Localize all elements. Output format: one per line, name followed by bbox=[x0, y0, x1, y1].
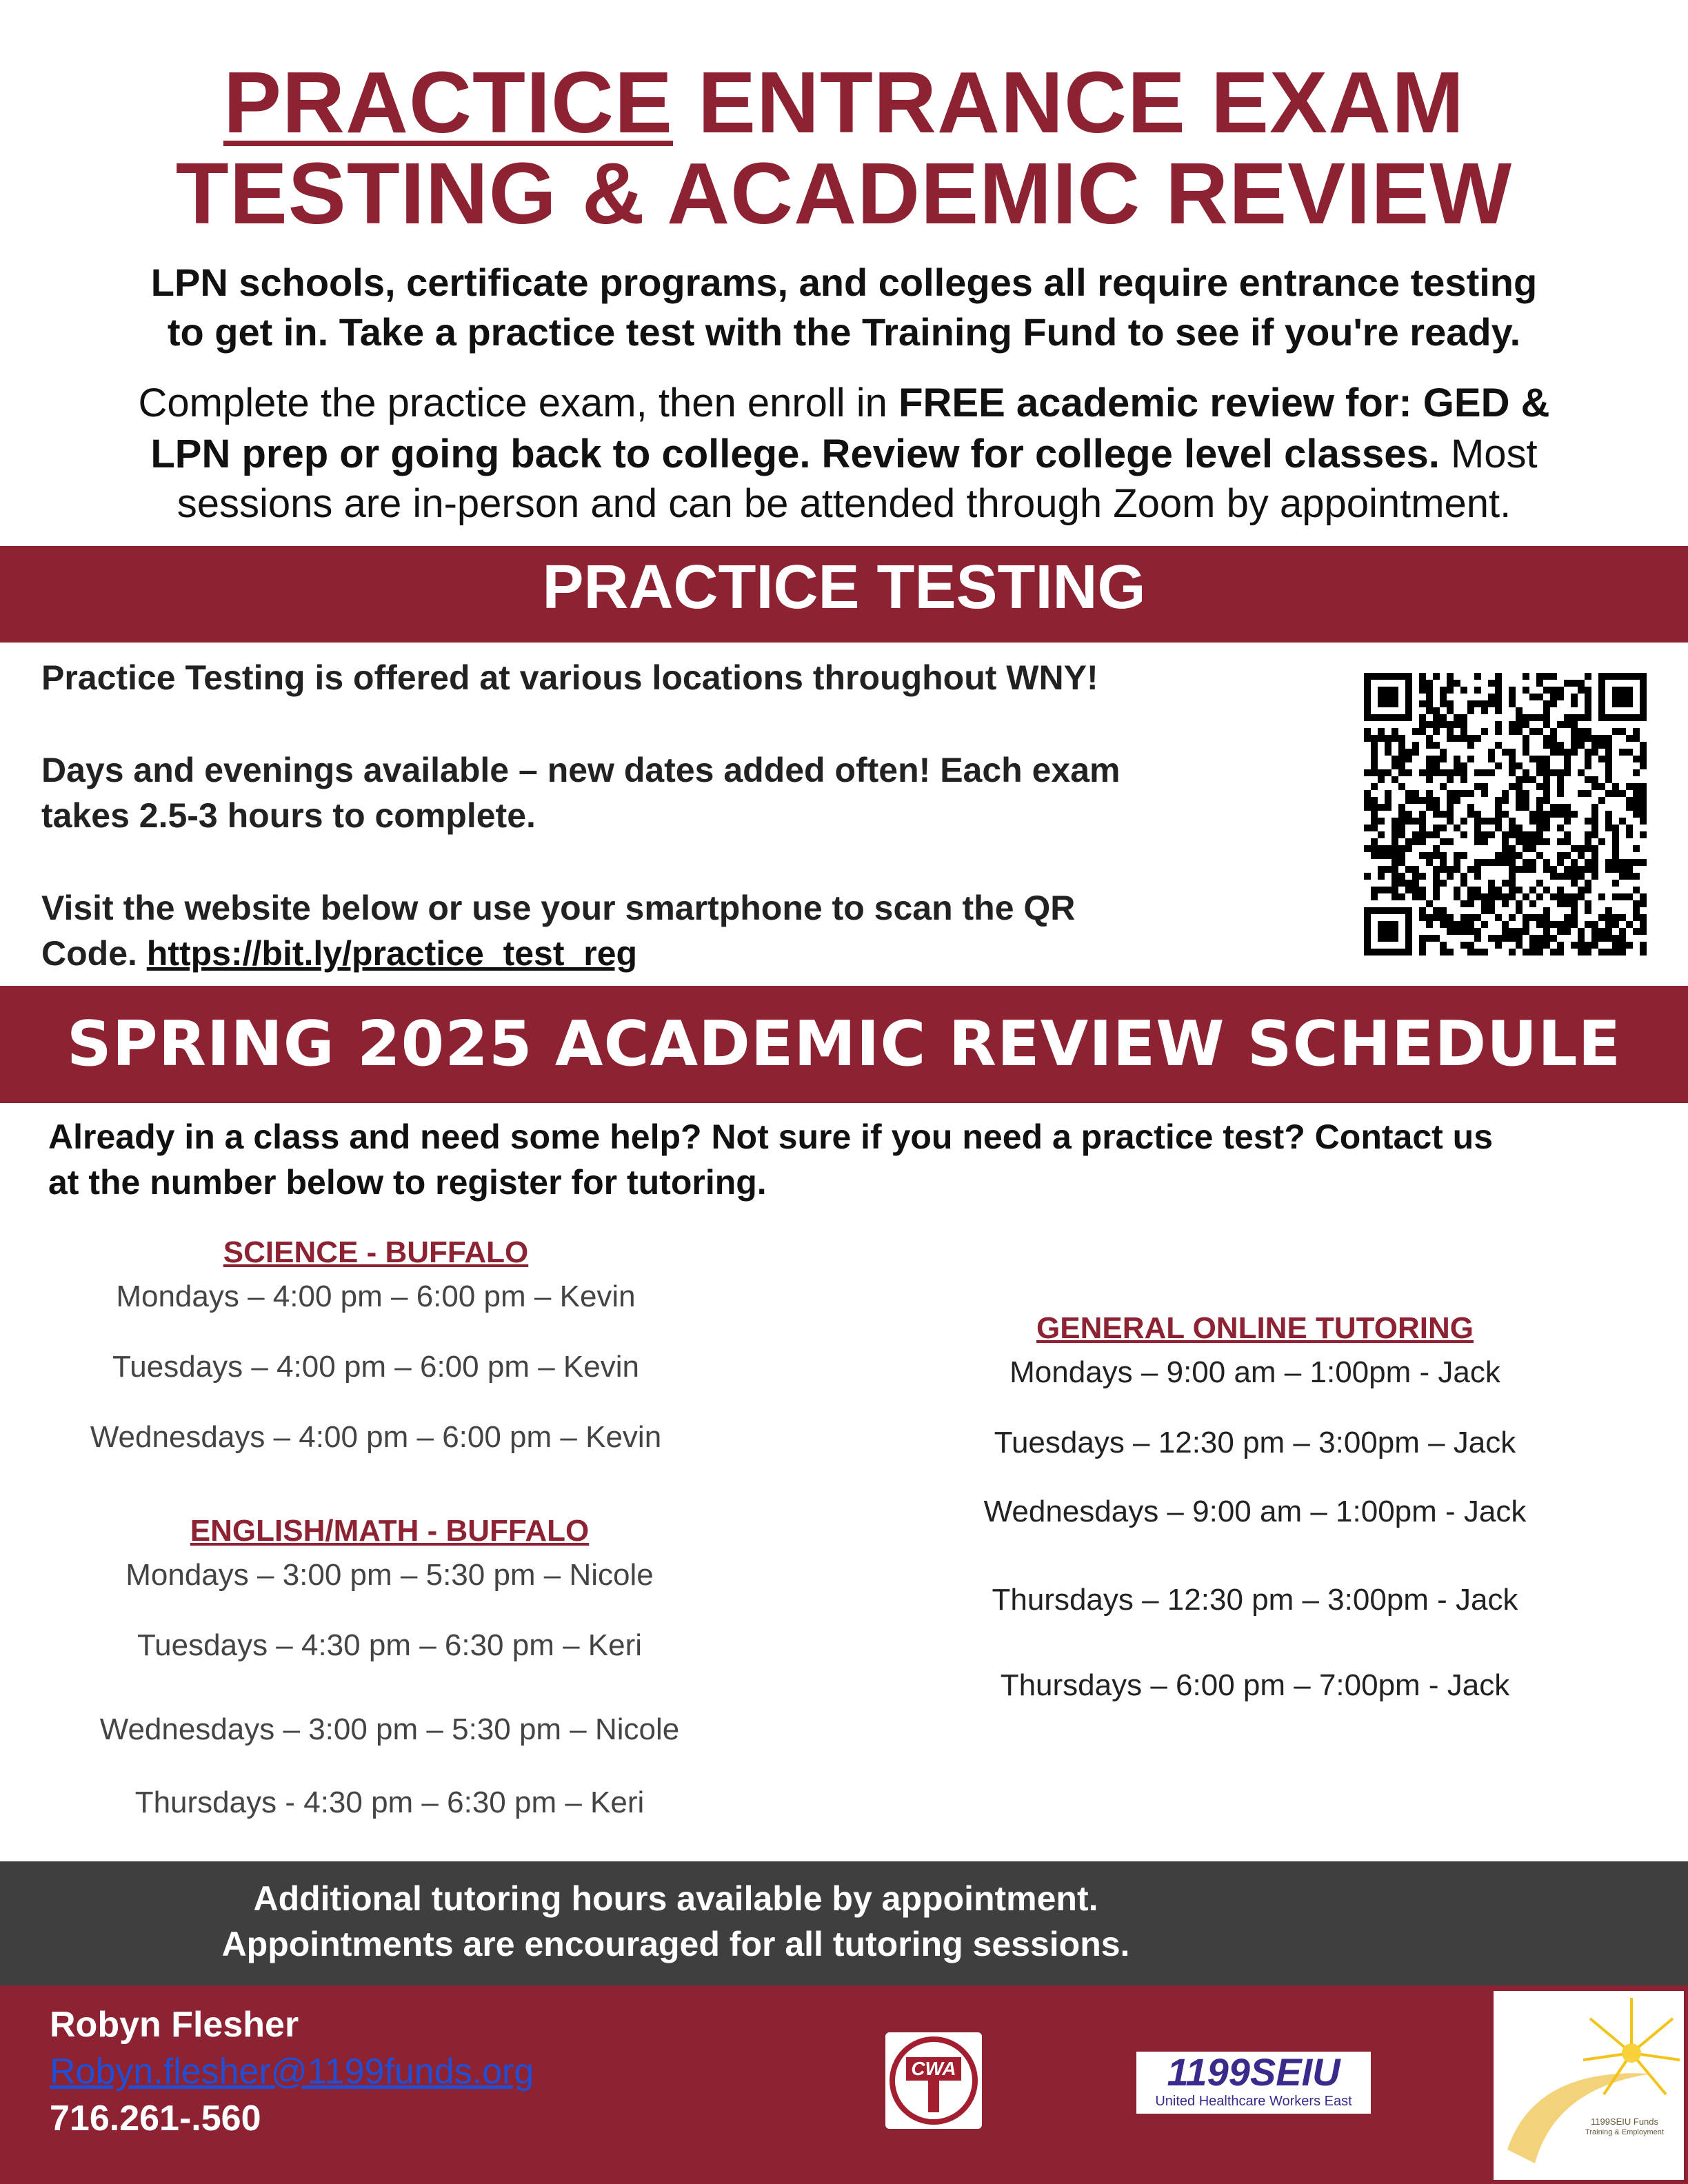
practice-testing-p3-line2 bbox=[41, 931, 1269, 976]
english-math-row-3: Wednesdays – 3:00 pm – 5:30 pm – Nicole bbox=[99, 1712, 680, 1746]
seiu-logo bbox=[1136, 2052, 1371, 2114]
starburst-icon bbox=[1494, 1991, 1684, 2180]
intro-line5: sessions are in-person and can be attended through Zoom by appointment. bbox=[177, 481, 1511, 526]
cwa-seal-icon bbox=[885, 2032, 982, 2129]
funds-logo-line1: 1199SEIU Funds bbox=[1590, 2116, 1659, 2127]
intro-bold-line1: LPN schools, certificate programs, and colleges all require entrance testing bbox=[150, 261, 1538, 304]
english-math-row-1: Mondays – 3:00 pm – 5:30 pm – Nicole bbox=[125, 1558, 654, 1592]
page-title-line2: TESTING & ACADEMIC REVIEW bbox=[175, 145, 1513, 242]
intro-bold-line2: to get in. Take a practice test with the Training Fund to see if you're ready. bbox=[167, 310, 1521, 354]
contact-phone: 716.261-.560 bbox=[50, 2099, 261, 2138]
schedule-intro-line1: Already in a class and need some help? Not sure if you need a practice test? Contact us bbox=[48, 1118, 1494, 1156]
intro-line3 bbox=[41, 378, 1647, 429]
online-row-2: Tuesdays – 12:30 pm – 3:00pm – Jack bbox=[994, 1426, 1516, 1459]
qr-code-icon[interactable] bbox=[1364, 673, 1647, 956]
schedule-intro-line2: at the number below to register for tutoring. bbox=[48, 1163, 767, 1202]
title-underlined-word: PRACTICE bbox=[223, 54, 673, 151]
online-section-title: GENERAL ONLINE TUTORING bbox=[1036, 1311, 1474, 1345]
contact-footer bbox=[0, 1985, 1688, 2184]
science-row-1: Mondays – 4:00 pm – 6:00 pm – Kevin bbox=[116, 1280, 636, 1313]
seiu-logo-main: 1199SEIU bbox=[1167, 2050, 1340, 2094]
intro-line3-normal: Complete the practice exam, then enroll in bbox=[138, 381, 899, 425]
practice-testing-p2-line2: takes 2.5-3 hours to complete. bbox=[41, 796, 536, 835]
practice-testing-heading: PRACTICE TESTING bbox=[0, 546, 1688, 643]
intro-line4-normal: Most bbox=[1439, 432, 1538, 476]
english-math-row-4: Thursdays - 4:30 pm – 6:30 pm – Keri bbox=[134, 1786, 645, 1819]
english-math-row-2: Tuesdays – 4:30 pm – 6:30 pm – Keri bbox=[137, 1628, 643, 1662]
practice-testing-p1: Practice Testing is offered at various locations throughout WNY! bbox=[41, 658, 1098, 697]
science-row-2: Tuesdays – 4:00 pm – 6:00 pm – Kevin bbox=[112, 1350, 639, 1384]
funds-logo-line2: Training & Employment bbox=[1585, 2128, 1664, 2136]
cwa-logo bbox=[885, 2032, 982, 2129]
title-line1-rest: ENTRANCE EXAM bbox=[672, 54, 1465, 151]
practice-testing-p3-line1: Visit the website below or use your smartphone to scan the QR bbox=[41, 889, 1076, 927]
english-math-section-title: ENGLISH/MATH - BUFFALO bbox=[190, 1514, 590, 1548]
online-row-4: Thursdays – 12:30 pm – 3:00pm - Jack bbox=[992, 1583, 1518, 1617]
online-row-5: Thursdays – 6:00 pm – 7:00pm - Jack bbox=[1000, 1668, 1510, 1702]
registration-link[interactable]: https://bit.ly/practice_test_reg bbox=[146, 934, 638, 973]
page-title-line1 bbox=[0, 54, 1688, 151]
funds-logo bbox=[1494, 1991, 1684, 2180]
appointment-notice bbox=[0, 1861, 1688, 1985]
intro-line3-bold: FREE academic review for: GED & bbox=[898, 381, 1550, 425]
online-row-3: Wednesdays – 9:00 am – 1:00pm - Jack bbox=[983, 1495, 1527, 1528]
intro-line4 bbox=[41, 429, 1647, 480]
code-prefix: Code. bbox=[41, 934, 147, 973]
cwa-logo-text: CWA bbox=[911, 2058, 956, 2079]
practice-testing-p2-line1: Days and evenings available – new dates added often! Each exam bbox=[41, 751, 1121, 789]
contact-name: Robyn Flesher bbox=[50, 2005, 299, 2045]
notice-line1: Additional tutoring hours available by appointment. bbox=[253, 1879, 1098, 1918]
intro-line4-bold: LPN prep or going back to college. Review for college level classes. bbox=[150, 432, 1440, 476]
online-row-1: Mondays – 9:00 am – 1:00pm - Jack bbox=[1009, 1355, 1500, 1389]
science-row-3: Wednesdays – 4:00 pm – 6:00 pm – Kevin bbox=[90, 1420, 662, 1454]
contact-email-link[interactable]: Robyn.flesher@1199funds.org bbox=[50, 2052, 534, 2092]
schedule-heading: SPRING 2025 ACADEMIC REVIEW SCHEDULE bbox=[0, 986, 1688, 1103]
science-section-title: SCIENCE - BUFFALO bbox=[223, 1235, 529, 1269]
seiu-logo-sub: United Healthcare Workers East bbox=[1155, 2094, 1352, 2109]
notice-line2: Appointments are encouraged for all tutoring sessions. bbox=[221, 1925, 1130, 1963]
